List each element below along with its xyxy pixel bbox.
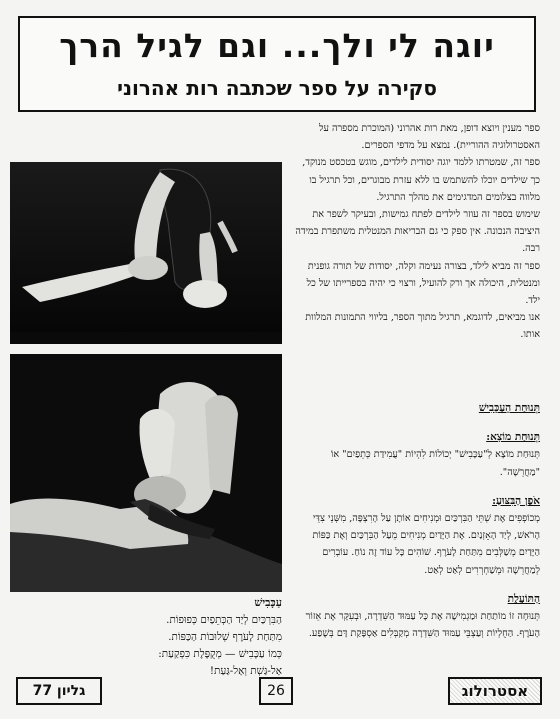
poem-line: אַל-גַּשְׁת וְאַל-גַּעַת!: [209, 665, 282, 677]
intro-paragraph: שימוש בספר זה עוזר לילדים לפתח גמישות, ובעיקר לשפר את היציבה הנכונה. אין ספק כי גם הבריאות המנטלית משתפרת במידה רבה.: [295, 209, 540, 255]
yoga-photo-bottom: [10, 354, 282, 592]
section-title-start-position: תְּנוּחַת מוֹצָא:: [486, 431, 540, 444]
spider-pose-illustration: [10, 354, 282, 592]
intro-paragraph: ספר זה מביא לילד, בצורה נעימה וקלה, יסודות של תורה גופנית ומנטלית, היכולה אך ורק להועיל, ורצוי כי יהיה בספרייתו של כל ילד.: [306, 260, 540, 307]
intro-text: [292, 120, 540, 344]
issue-number-box: גליון 77: [16, 677, 102, 705]
page-title: יוגה לי ולך... וגם לגיל הרך: [59, 26, 495, 65]
page-number: 26: [259, 677, 293, 705]
title-box: [18, 16, 536, 112]
section-text-start-position: תְּנוּחַת מוֹצָא לְ"עַכָּבִישׁ" יְכוֹלוֹת לִהְיוֹת "עֲמִידַת כְּתֵפַיִם" אוֹ "מַחֲרֵשָׁה".: [330, 449, 540, 478]
exercise-heading: תְּנוּחַת הָעַכָּבִישׁ: [478, 402, 540, 414]
page-subtitle: סקירה על ספר שכתבה רות אהרוני: [117, 76, 437, 100]
magazine-logo: אסטרולוג: [448, 677, 542, 705]
yoga-photo-top: [10, 162, 282, 344]
intro-paragraph: אנו מביאים, לדוגמא, תרגיל מתוך הספר, בליווי התמונות המלוות אותו.: [305, 312, 540, 341]
poem-line: מִתַּחַת לָעֹרֶף שְׁלוּבוֹת הַכַּפּוֹת.: [168, 631, 282, 643]
section-title-execution: אֹפֶן הַבִּצּוּעַ:: [492, 494, 540, 507]
intro-paragraph: ספר זה, שמטרתו ללמד יוגה יסודית לילדים, מוגש בטכסט מנוקד, כך שילדים יוכלו להשתמש בו ללא עזרת מבוגרים, וכל תרגיל בו מלווה בצלומים המדגימים את מהלך התרגיל.: [302, 157, 540, 203]
poem-title: עַכָּבִישׁ: [254, 596, 282, 609]
section-text-execution: מְכוֹפְפִים אֶת שְׁתֵּי הַבִּרְכַּיִם וּמְנִיחִים אוֹתָן עַל הָרִצְפָּה, מִשְּׁנֵי צִדֵּי הָרֹאשׁ, לְיַד הָאָזְנַיִם. אֶת הַיָּדַיִם מְנִיחִים מֵעַל הַבִּרְכַּיִם וְאֶת כַּפּוֹת הַיָּדַיִם מְשַׁלְּבִים מִתַּחַת לָעֹרֶף. שׁוֹהִים כָּל עוֹד זֶה נוֹחַ. עוֹבְרִים לְמַחֲרֵשָׁה וּמְשַׁחְרְרִים לְאַט לְאַט.: [312, 513, 540, 576]
poem-line: כְּמוֹ עַכָּבִישׁ — מְקֻפֶּלֶת כִּפְקַעַת:: [158, 648, 282, 660]
yoga-pose-illustration: [10, 162, 282, 344]
section-title-benefit: הַתּוֹעֶלֶת: [507, 592, 540, 605]
spider-poem: [60, 596, 282, 680]
poem-line: הַבִּרְכַּיִם לְיַד הַכְּתֵפַיִם כְּפוּפוֹת.: [166, 614, 282, 626]
section-text-benefit: תְּנוּחָה זוֹ מוֹתַחַת וּמַגְמִישָׁה אֶת כָּל עַמּוּד הַשִּׁדְרָה, וּבְעִקָּר אֶת אֵזוֹר הָעֹרֶף. הַחֻלְיוֹת וְעַצְבֵּי עַמּוּד הַשִּׁדְרָה מְקַבְּלִים אַסְפָּקַת דָּם בְּשֶׁפַע.: [305, 611, 540, 640]
exercise-instructions: [292, 400, 540, 642]
intro-paragraph: ספר מענין ויוצא דופן, מאת רות אהרוני (המוכרת מספרה על האסטרולוגיה ההוריית). נמצא על מדפי הספרים.: [318, 123, 540, 152]
